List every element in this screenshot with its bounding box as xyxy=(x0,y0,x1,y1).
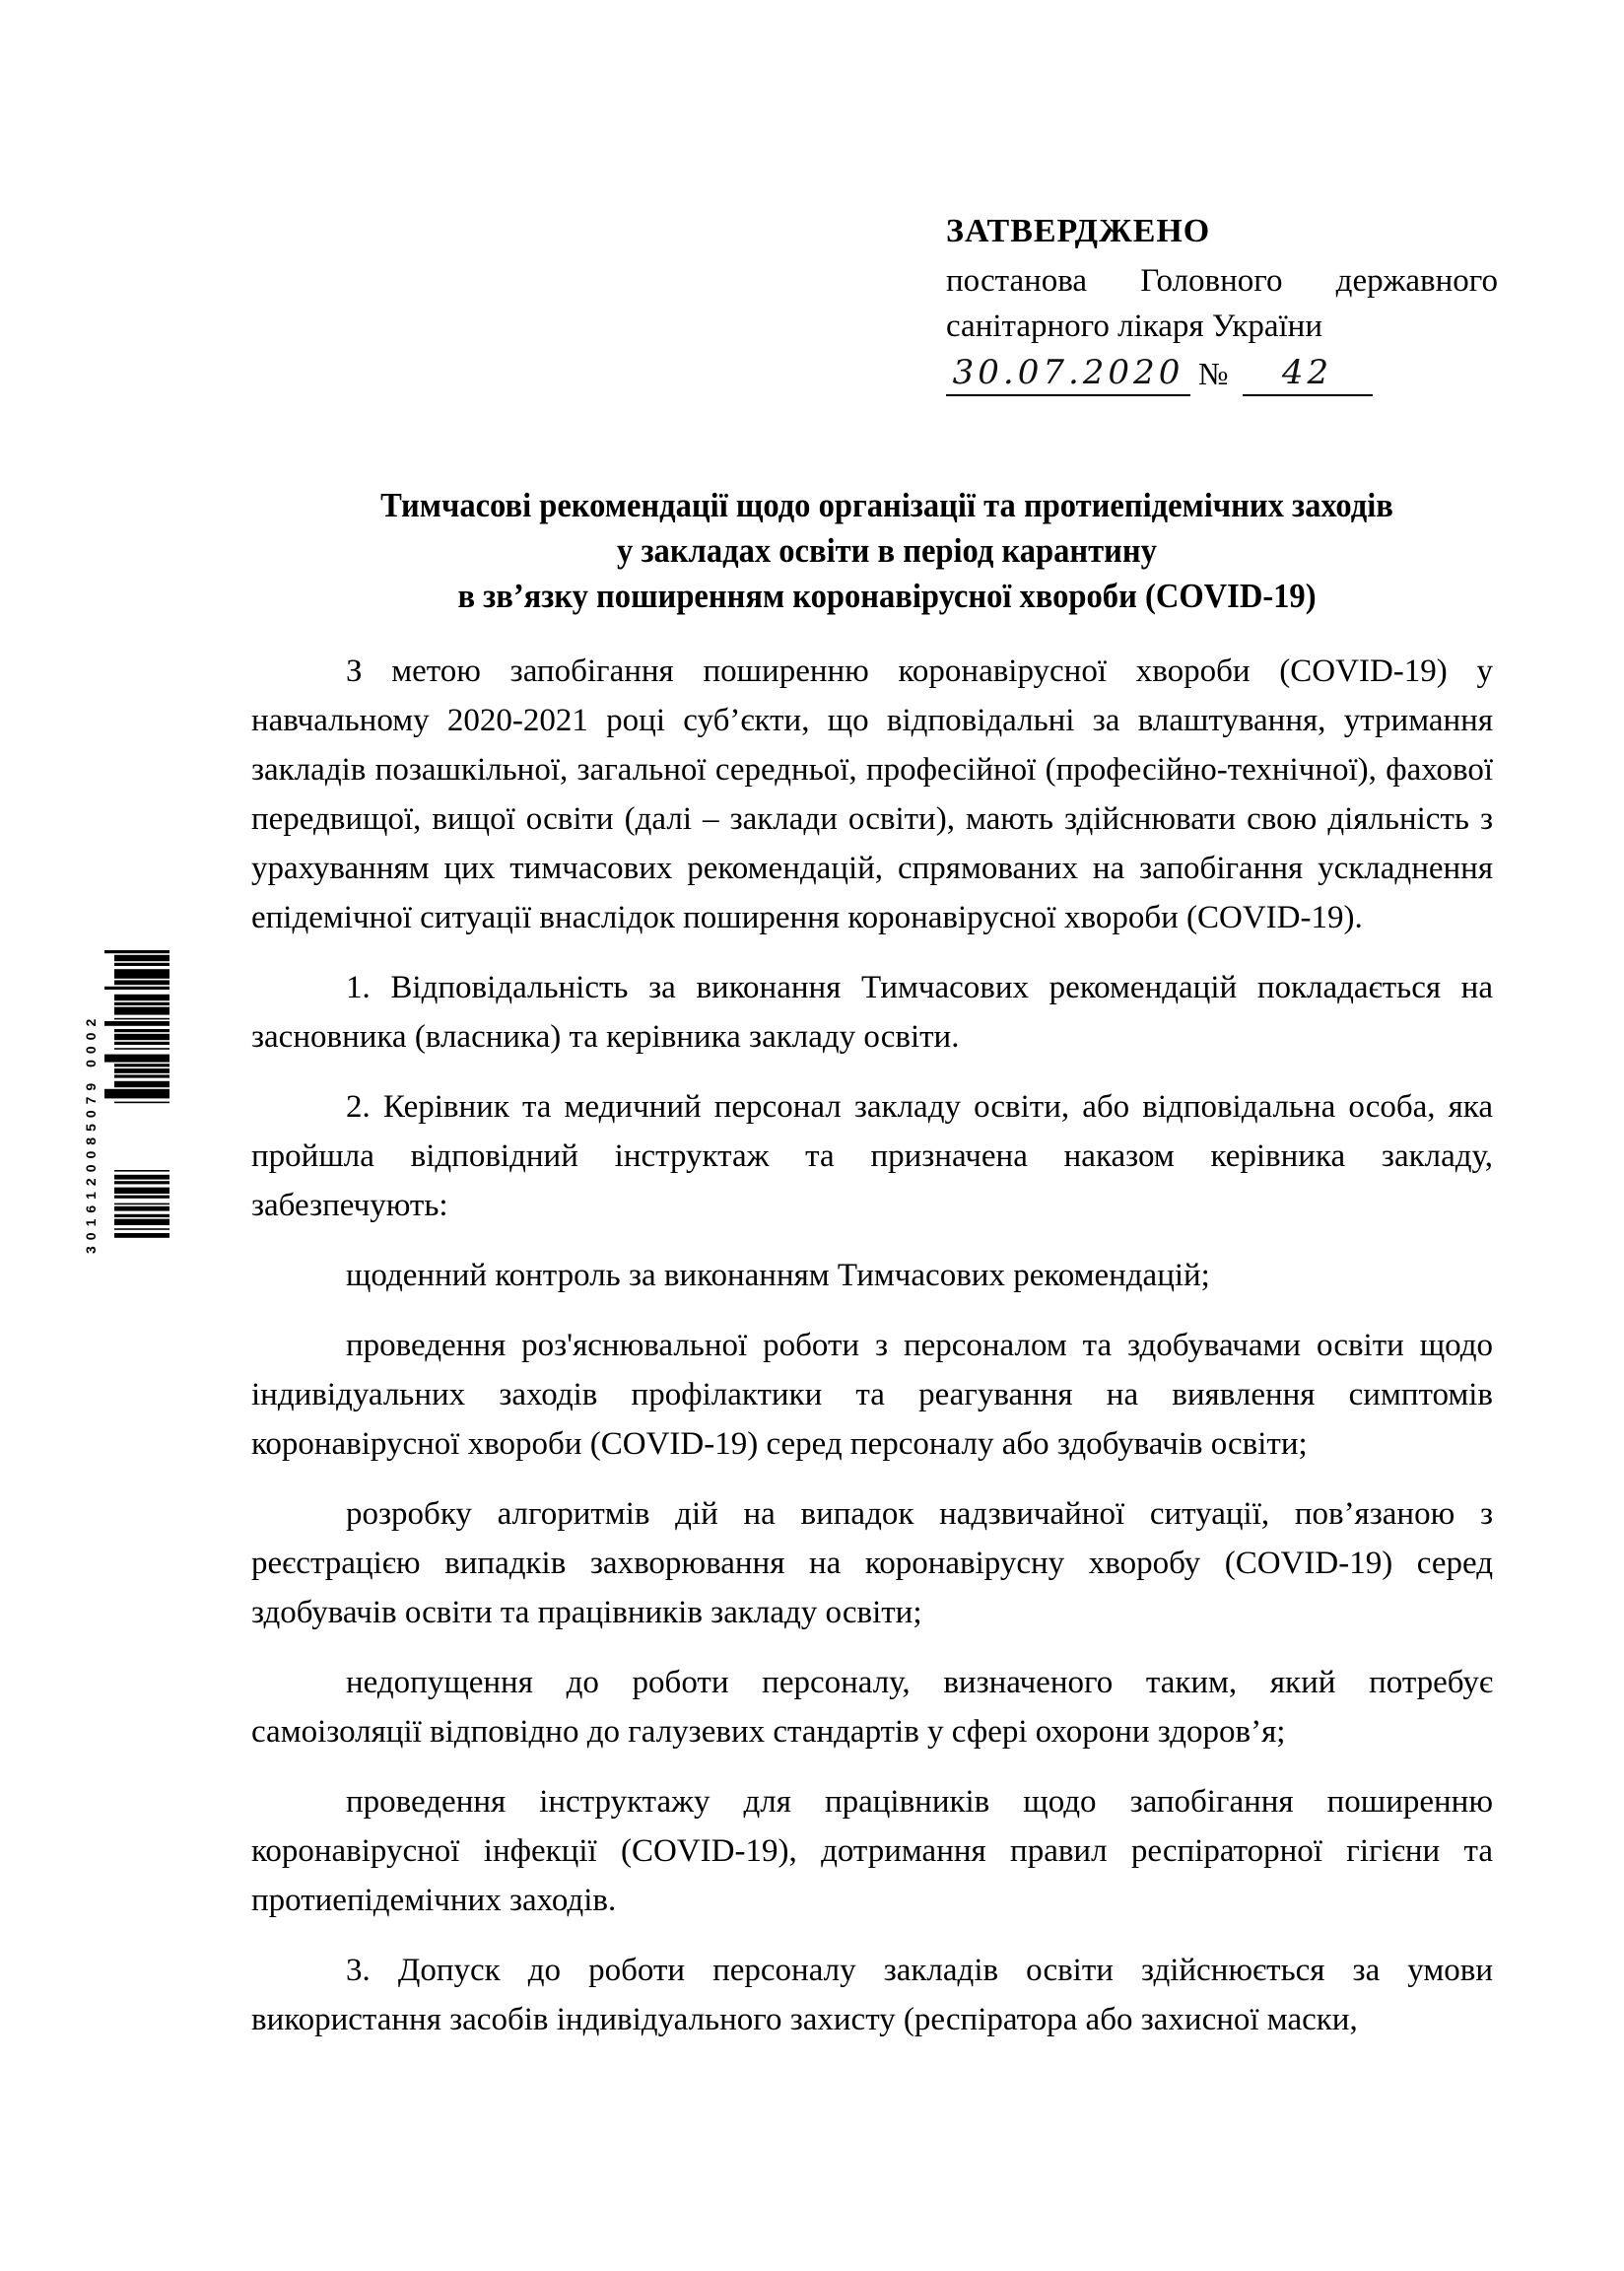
document-body xyxy=(251,647,1493,2065)
barcode-bar xyxy=(114,1219,169,1225)
handwritten-number: 42 xyxy=(1243,351,1373,396)
barcode xyxy=(83,948,171,1254)
document-title xyxy=(337,483,1437,619)
barcode-bar xyxy=(114,980,169,985)
paragraph-item-1: 1. Відповідальність за виконання Тимчасових рекомендацій покладається на засновника (власника) та керівника закладу освіти. xyxy=(251,970,1493,1055)
barcode-digits: 3016120085079 0002 xyxy=(83,1012,99,1254)
approval-line-1: постанова Головного державного xyxy=(946,263,1498,299)
barcode-bar xyxy=(104,1021,169,1026)
barcode-bar xyxy=(104,987,169,990)
barcode-bar xyxy=(114,1042,169,1045)
barcode-bar xyxy=(114,1007,169,1015)
approval-line-2: санітарного лікаря України xyxy=(946,309,1322,344)
barcode-bar xyxy=(114,1081,169,1087)
handwritten-date: 30.07.2020 xyxy=(946,351,1190,396)
barcode-bar xyxy=(114,1029,169,1032)
paragraph-subitem: проведення інструктажу для працівників щодо запобігання поширенню коронавірусної інфекції (COVID-19), дотримання правил респіраторної гігієни та протиепідемічних заходів. xyxy=(251,1784,1493,1918)
approval-date-number-line xyxy=(946,351,1498,396)
paragraph-subitem: недопущення до роботи персоналу, визначеного таким, який потребує самоізоляції відповідно до галузевих стандартів у сфері охорони здоров’я; xyxy=(251,1665,1493,1750)
barcode-bar xyxy=(114,1206,169,1211)
barcode-bar xyxy=(114,1181,169,1184)
barcode-bar xyxy=(114,1074,169,1077)
barcode-bar xyxy=(114,1204,169,1205)
paragraph-item-3: 3. Допуск до роботи персоналу закладів освіти здійснюється за умови використання засобів індивідуального захисту (респіратора або захисної маски, xyxy=(251,1953,1493,2037)
barcode-bar xyxy=(104,950,169,953)
barcode-bar xyxy=(114,1233,169,1238)
approval-stamp-title: ЗАТВЕРДЖЕНО xyxy=(946,213,1211,249)
barcode-bar xyxy=(114,1048,169,1050)
barcode-bar xyxy=(104,1055,169,1063)
barcode-bar xyxy=(114,1064,169,1067)
barcode-bars xyxy=(104,948,169,1254)
barcode-bar xyxy=(114,1018,169,1020)
barcode-bar xyxy=(104,1089,169,1099)
paragraph-subitem: щоденний контроль за виконанням Тимчасових рекомендацій; xyxy=(346,1258,1210,1293)
barcode-bar xyxy=(114,1196,169,1199)
barcode-bar xyxy=(114,969,169,979)
barcode-bar xyxy=(114,1228,169,1230)
approval-block xyxy=(946,209,1498,396)
barcode-bar xyxy=(114,955,169,961)
barcode-bar xyxy=(114,1068,169,1073)
barcode-bar xyxy=(114,1188,169,1194)
document-title-line: в зв’язку поширенням коронавірусної хвороби (COVID-19) xyxy=(457,577,1317,615)
document-title-line: Тимчасові рекомендації щодо організації та протиепідемічних заходів xyxy=(380,486,1393,524)
barcode-bar xyxy=(114,963,169,966)
number-sign: № xyxy=(1198,356,1229,391)
barcode-bar xyxy=(114,995,169,1000)
barcode-bar xyxy=(114,1214,169,1217)
paragraph-subitem: розробку алгоритмів дій на випадок надзвичайної ситуації, пов’язаною з реєстрацією випадків захворювання на коронавірусну хворобу (COVID-19) серед здобувачів освіти та працівників закладу освіти; xyxy=(251,1496,1493,1630)
barcode-bar xyxy=(114,1175,169,1180)
barcode-bar xyxy=(114,1102,169,1104)
barcode-bar xyxy=(114,1034,169,1040)
barcode-bar xyxy=(114,1002,169,1005)
paragraph-item-2: 2. Керівник та медичний персонал закладу освіти, або відповідальна особа, яка пройшла відповідний інструктаж та призначена наказом керівника закладу, забезпечують: xyxy=(251,1089,1493,1223)
document-title-line: у закладах освіти в період карантину xyxy=(617,531,1157,570)
paragraph-subitem: проведення роз'яснювальної роботи з персоналом та здобувачами освіти щодо індивідуальних заходів профілактики та реагування на виявлення симптомів коронавірусної хвороби (COVID-19) серед персоналу або здобувачів освіти; xyxy=(251,1328,1493,1462)
paragraph-preamble: З метою запобігання поширенню коронавірусної хвороби (COVID-19) у навчальному 2020-2021 році суб’єкти, що відповідальні за влаштування, утримання закладів позашкільної, загальної середньої, професійної (професійно-технічної), фахової передвищої, вищої освіти (далі – заклади освіти), мають здійснювати свою діяльність з урахуванням цих тимчасових рекомендацій, спрямованих на запобігання ускладнення епідемічної ситуації внаслідок поширення коронавірусної хвороби (COVID-19). xyxy=(251,654,1493,935)
barcode-bar xyxy=(114,1170,169,1172)
